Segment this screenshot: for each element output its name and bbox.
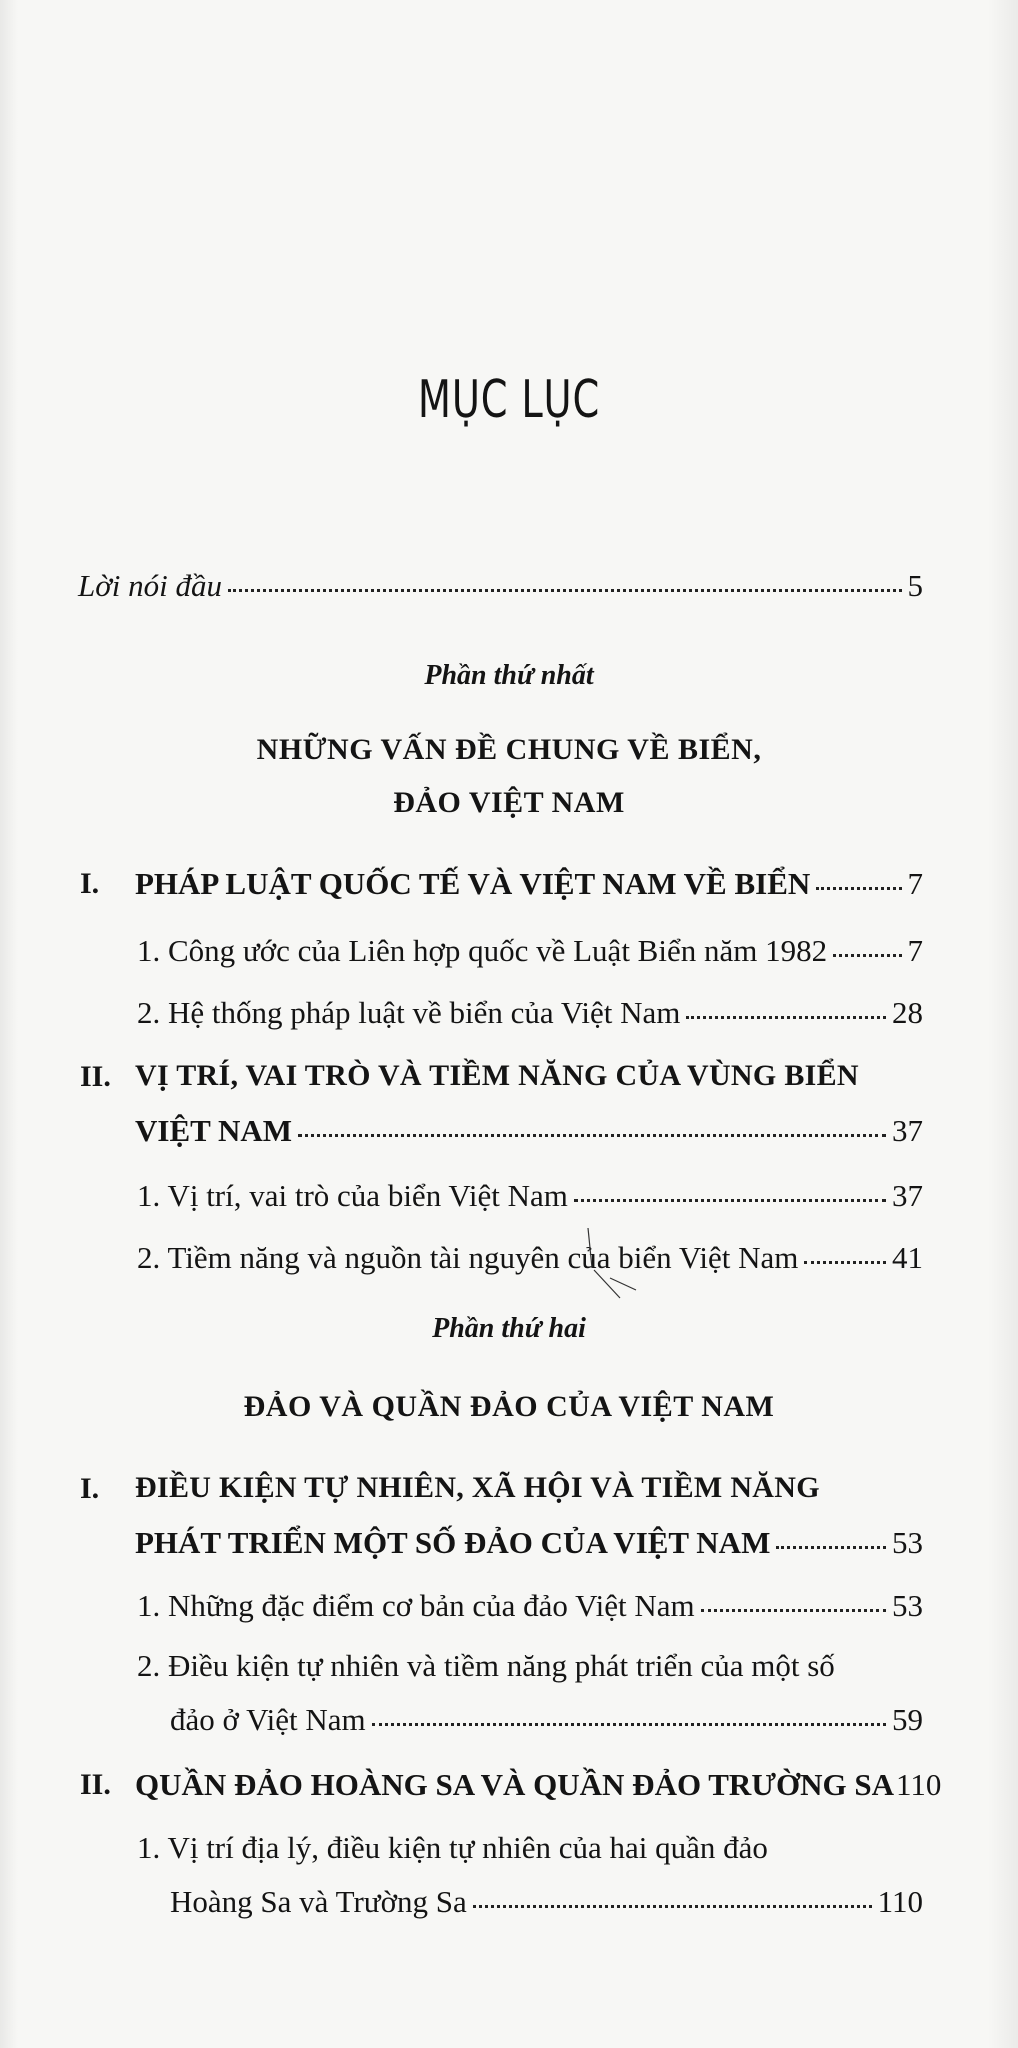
dot-leader [574,1199,886,1202]
part-2-label: Phần thứ hai [432,1313,586,1344]
toc-page-number: 37 [892,1113,923,1148]
toc-page-number: 28 [892,995,923,1030]
part-2-heading: ĐẢO VÀ QUẦN ĐẢO CỦA VIỆT NAM [243,1390,775,1423]
toc-page-number: 53 [892,1525,923,1560]
page-title: MỤC LỤC [417,370,601,430]
subentry-label: 1. Những đặc điểm cơ bản của đảo Việt Nam [137,1588,695,1623]
page-edge-shadow-right [988,0,1018,2048]
subentry-label-line-1: 1. Vị trí địa lý, điều kiện tự nhiên của hai quần đảo [137,1830,768,1865]
dot-leader [701,1609,886,1612]
dot-leader [473,1905,872,1908]
toc-subentry [137,1240,923,1276]
toc-page-number: 7 [907,933,923,968]
toc-subentry [137,995,923,1031]
part-1-heading-line-2: ĐẢO VIỆT NAM [393,786,625,819]
section-numeral: I. [80,867,100,900]
page-edge-shadow-left [0,0,18,2048]
toc-page-number: 37 [892,1178,923,1213]
dot-leader [686,1016,886,1019]
toc-subentry [137,1588,923,1624]
section-title: PHÁP LUẬT QUỐC TẾ VÀ VIỆT NAM VỀ BIỂN [135,866,811,901]
toc-section-entry [135,1113,923,1149]
section-title-line-1: VỊ TRÍ, VAI TRÒ VÀ TIỀM NĂNG CỦA VÙNG BIỂN [135,1059,859,1092]
subentry-label-line-2: Hoàng Sa và Trường Sa [170,1884,467,1919]
toc-subentry [137,933,923,969]
toc-entry-preface [78,568,923,604]
toc-page-number: 7 [907,866,923,901]
section-title-line-2: PHÁT TRIỂN MỘT SỐ ĐẢO CỦA VIỆT NAM [135,1525,771,1560]
part-1-label: Phần thứ nhất [424,660,594,691]
section-numeral: II. [80,1768,111,1801]
toc-page-number: 110 [877,1884,923,1919]
subentry-label-line-1: 2. Điều kiện tự nhiên và tiềm năng phát triển của một số [137,1648,835,1683]
toc-page-number: 41 [892,1240,923,1275]
toc-entry-label: Lời nói đầu [78,568,223,603]
toc-page-number: 53 [892,1588,923,1623]
toc-section-entry [135,866,923,902]
toc-subentry [170,1702,923,1738]
dot-leader [776,1546,886,1549]
pen-mark-scribble [580,1228,640,1308]
section-title-line-2: VIỆT NAM [135,1113,293,1148]
dot-leader [228,589,901,592]
section-title-line-1: ĐIỀU KIỆN TỰ NHIÊN, XÃ HỘI VÀ TIỀM NĂNG [135,1471,820,1504]
section-numeral: II. [80,1060,111,1093]
toc-section-entry [135,1525,923,1561]
toc-page-number: 110 [896,1767,942,1802]
part-1-heading-line-1: NHỮNG VẤN ĐỀ CHUNG VỀ BIỂN, [256,733,762,766]
subentry-label: 1. Vị trí, vai trò của biển Việt Nam [137,1178,568,1213]
subentry-label-line-2: đảo ở Việt Nam [170,1702,366,1737]
dot-leader [816,887,901,890]
dot-leader [372,1723,886,1726]
toc-section-entry [135,1767,942,1803]
subentry-label: 2. Hệ thống pháp luật về biển của Việt Nam [137,995,681,1030]
toc-page-number: 5 [907,568,923,603]
dot-leader [298,1134,886,1137]
section-numeral: I. [80,1472,100,1505]
toc-page-number: 59 [892,1702,923,1737]
subentry-label: 1. Công ước của Liên hợp quốc về Luật Biển năm 1982 [137,933,828,968]
dot-leader [804,1261,886,1264]
toc-subentry [170,1884,923,1920]
subentry-label: 2. Tiềm năng và nguồn tài nguyên của biển Việt Nam [137,1240,799,1275]
section-title: QUẦN ĐẢO HOÀNG SA VÀ QUẦN ĐẢO TRƯỜNG SA [135,1767,894,1802]
toc-subentry [137,1178,923,1214]
dot-leader [833,954,901,957]
